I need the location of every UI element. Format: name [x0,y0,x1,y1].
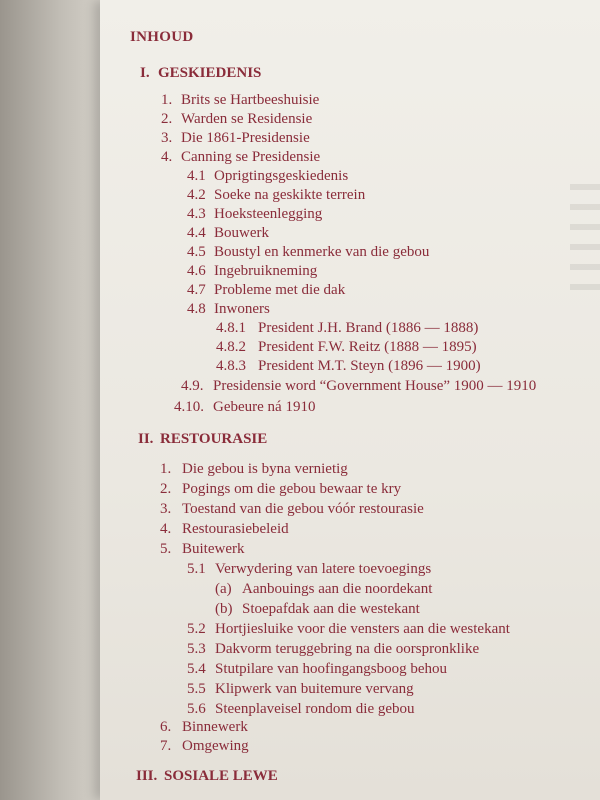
toc-entry: 3. Die 1861-Presidensie [161,130,310,146]
toc-entry: 4.3 Hoeksteenlegging [187,206,323,222]
toc-entry: 5.6 Steenplaveisel rondom die gebou [187,701,415,717]
section-title: GESKIEDENIS [158,65,262,81]
toc-entry: 1. Brits se Hartbeeshuisie [161,92,320,108]
section-title: SOSIALE LEWE [164,768,278,784]
toc-entry: 5.2 Hortjiesluike voor die vensters aan die westekant [187,621,510,637]
section-numeral: I. [140,65,150,81]
toc-entry: 7. Omgewing [160,738,249,754]
toc-entry: 5. Buitewerk [160,541,245,557]
toc-entry: 4.5 Boustyl en kenmerke van die gebou [187,244,430,260]
toc-entry: 2. Pogings om die gebou bewaar te kry [160,481,402,497]
section-heading-3 [136,767,278,785]
toc-entry: 4.10. Gebeure ná 1910 [174,399,316,415]
toc-title: INHOUD [130,29,194,45]
section-numeral: III. [136,768,158,784]
toc-entry: 5.5 Klipwerk van buitemure vervang [187,681,414,697]
section-heading-1 [140,64,261,82]
toc-entry: 4.8.2 President F.W. Reitz (1888 — 1895) [216,339,477,355]
toc-entry: (b) Stoepafdak aan die westekant [215,601,420,617]
facing-page-edge [0,0,112,800]
toc-entry: 5.4 Stutpilare van hoofingangsboog behou [187,661,448,677]
toc-entry: 4.8.1 President J.H. Brand (1886 — 1888) [216,320,479,336]
toc-entry: 5.3 Dakvorm teruggebring na die oorspronklike [187,641,480,657]
toc-entry: 4.1 Oprigtingsgeskiedenis [187,168,349,184]
section-heading-2 [138,430,267,448]
toc-entry: 2. Warden se Residensie [161,111,313,127]
toc-entry: 4. Canning se Presidensie [161,149,321,165]
toc-entry: 4. Restourasiebeleid [160,521,289,537]
toc-entry: 1. Die gebou is byna vernietig [160,461,348,477]
toc-entry: 4.9. Presidensie word “Government House” 1900 — 1910 [181,378,537,394]
toc-entry: 4.4 Bouwerk [187,225,269,241]
toc-entry: 5.1 Verwydering van latere toevoegings [187,561,432,577]
toc-entry: 4.6 Ingebruikneming [187,263,318,279]
toc-entry: 4.8 Inwoners [187,301,270,317]
bleed-through-text [560,170,600,590]
toc-entry: 4.8.3 President M.T. Steyn (1896 — 1900) [216,358,481,374]
toc-entry: (a) Aanbouings aan die noordekant [215,581,433,597]
toc-entry: 6. Binnewerk [160,719,248,735]
toc-entry: 4.7 Probleme met die dak [187,282,346,298]
toc-entry: 4.2 Soeke na geskikte terrein [187,187,366,203]
section-title: RESTOURASIE [160,431,268,447]
section-numeral: II. [138,431,154,447]
toc-entry: 3. Toestand van die gebou vóór restourasie [160,501,424,517]
